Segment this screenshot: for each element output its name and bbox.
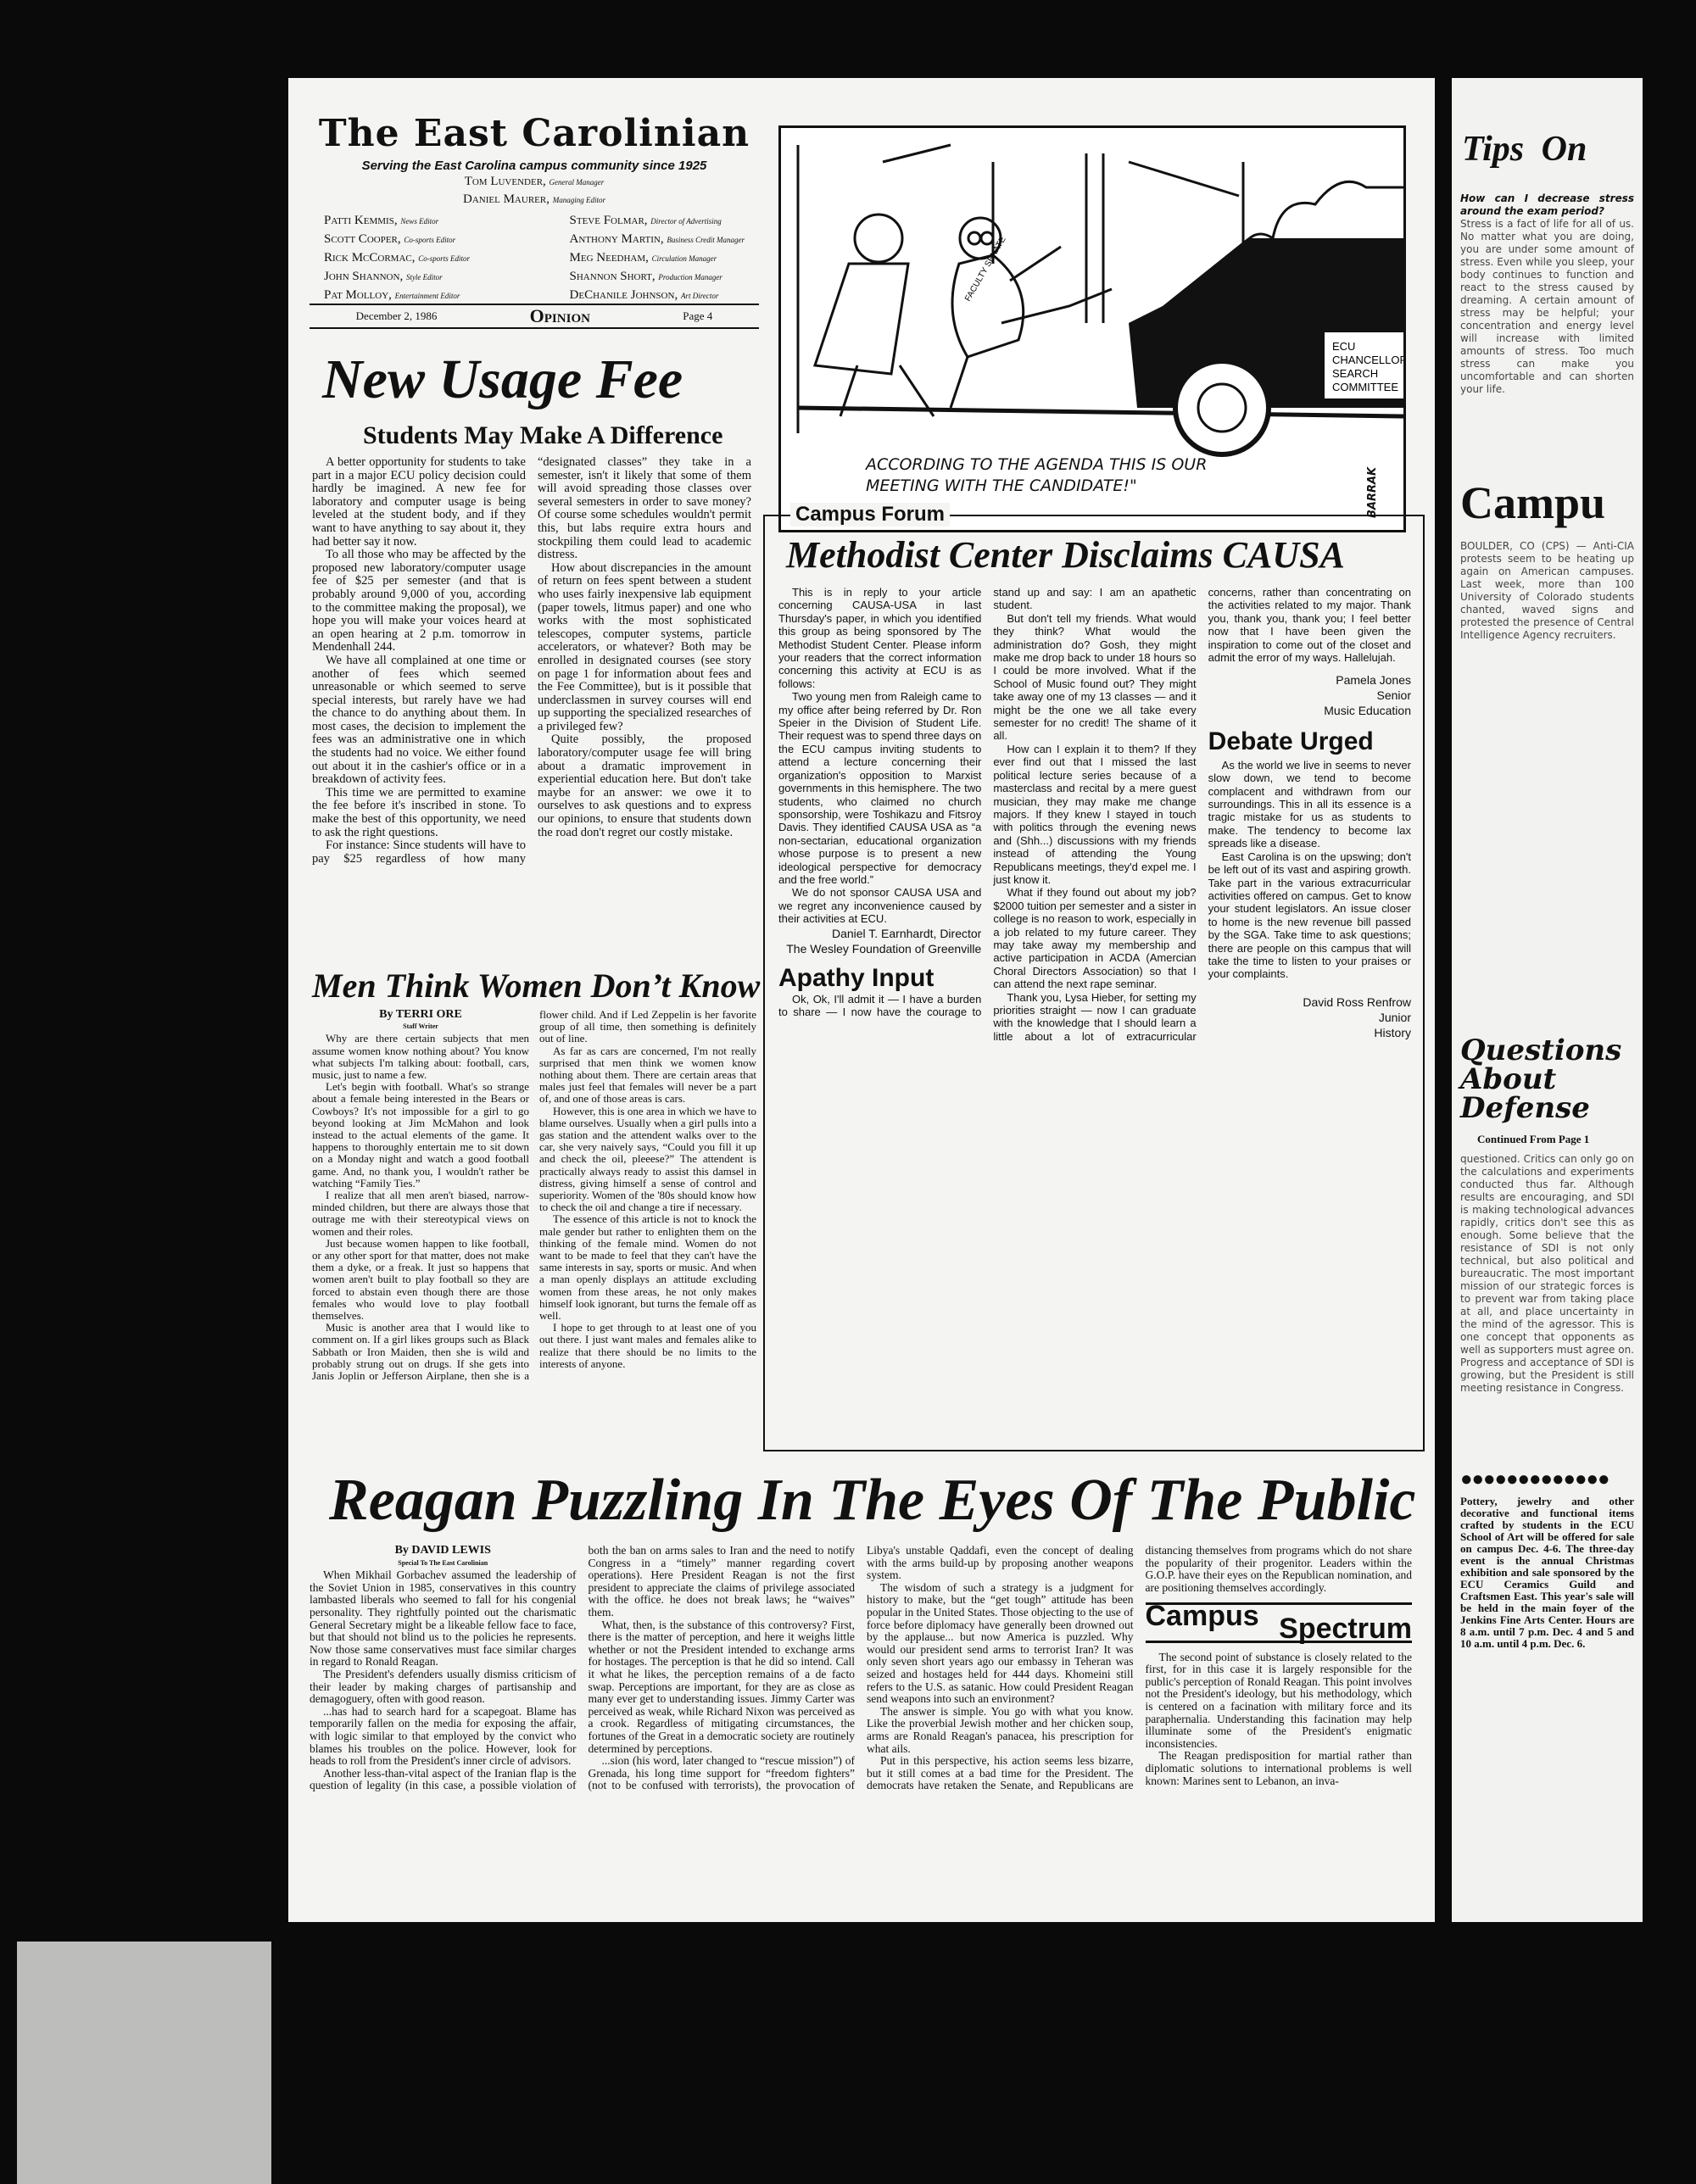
- paragraph: When Mikhail Gorbachev assumed the leadership of the Soviet Union in 1985, conservatives in this country lambasted liberals who seemed to fall for his congenial personality. They rightfully pointed out the charismatic General Secretary might be a likeable fellow face to face, but that should not blind us to the policies he represents. Now those same conservatives must face similar charges in regard to Ronald Reagan.: [310, 1568, 577, 1669]
- staff-role: News Editor: [400, 217, 439, 226]
- debate-headline: Debate Urged: [1208, 727, 1374, 756]
- right-staff: [570, 212, 745, 305]
- adjacent-page: [1452, 78, 1685, 1922]
- paragraph: How about discrepancies in the amount of return on fees spent between a student who uses fairly inexpensive lab equipment (paper towels, litmus paper) and one who works with the most sophisticated telescopes, computer systems, particle accelerators, or whatever? Both may be enrolled in designated courses (see story on page 1 for information about fees and the Fee Committee), but is it possible that underclassmen in survey courses will end up supporting the specialized researches of a privileged few?: [538, 560, 751, 733]
- campus-forum-box: [763, 503, 1425, 1451]
- apathy-headline: Apathy Input: [778, 963, 934, 992]
- cartoon-sign-text: ECU CHANCELLOR SEARCH COMMITTEE: [1332, 340, 1403, 393]
- staff-entry: Rick McCormac, Co-sports Editor: [324, 251, 470, 265]
- paragraph: The President's defenders usually dismiss criticism of their leader by making charges of partisanship and demagoguery, often with good reason.: [310, 1667, 577, 1706]
- staff-entry: Pat Molloy, Entertainment Editor: [324, 288, 460, 302]
- paragraph: The wisdom of such a strategy is a judgment for history to make, but the “get tough” attitude has been popular in the United States. Those objecting to the use of force before diplomacy have generally been drowned out by the applause... but now America is puzzled. Why would our president send arms to terrorist Iran? It was only seven short years ago our embassy in Teheran was seized and hostages held for 444 days. Khomeini still refers to the U.S. as satanic. How could President Reagan send weapons into such an environment?: [867, 1580, 1134, 1706]
- masthead: [314, 112, 755, 305]
- signature-line: Senior: [1376, 688, 1411, 703]
- campus-spectrum-header: [1145, 1600, 1413, 1645]
- campus-body: BOULDER, CO (CPS) — Anti-CIA protests seem to be heating up again on American campuses. Last week, more than 100 University of Colorado students chanted, waved signs and protested the presence of Central Intelligence Agency recruiters.: [1460, 540, 1634, 641]
- defense-headline: Questions About Defense: [1460, 1034, 1622, 1125]
- paragraph: As the world we live in seems to never slow down, we tend to become complacent and withdrawn from our surroundings. This in all its essence is a tragic mistake for us as students to make. The tendency to become lax spreads like a disease.: [1208, 758, 1411, 850]
- staff-name: Meg Needham: [569, 251, 646, 265]
- paragraph: The Reagan predisposition for martial rather than diplomatic solutions to international problems is well known: Marines sent to Lebanon, an inva-: [1145, 1749, 1412, 1787]
- staff-entry: Meg Needham, Circulation Manager: [569, 251, 717, 265]
- signature-line: History: [1374, 1025, 1411, 1039]
- paragraph: ...has had to search hard for a scapegoat. Blame has temporarily fallen on the media for exposing the affair, with logic similar to that employed by the convict who blames his troubles on the police. However, look for heads to roll from the President's inner circle of advisors.: [310, 1704, 577, 1768]
- staff-name: Daniel Maurer: [463, 192, 547, 206]
- letter-signature: [1208, 672, 1411, 718]
- paragraph: We do not sponsor CAUSA USA and we regret any inconvenience caused by their activities at ECU.: [778, 886, 982, 926]
- paragraph: ...sion (his word, later changed to “rescue mission”) of Grenada, his long time support for “freedom fighters” (not to be confused with terrorists), the provocation of Libya's unstable Qaddafi, even the concept of dealing with the arms build-up by proposing another weapons system.: [588, 1544, 1134, 1792]
- campus-forum-label: Campus Forum: [790, 503, 950, 526]
- top-staff: [314, 173, 755, 209]
- tips-question: How can I decrease stress around the exam period?: [1460, 192, 1634, 217]
- staff-name: Anthony Martin: [569, 232, 661, 246]
- paragraph: I hope to get through to at least one of you out there. I just want males and females alike to realize that there should be no limits to the interests of anyone.: [539, 1321, 756, 1370]
- signature-line: David Ross Renfrow: [1303, 994, 1411, 1009]
- letter-signature: Daniel T. Earnhardt, Director The Wesley Foundation of Greenville: [786, 926, 982, 956]
- staff-role: Style Editor: [405, 273, 443, 281]
- newspaper-page: [288, 78, 1435, 1922]
- campus-headline: Campu: [1460, 477, 1606, 528]
- dateline: [310, 304, 759, 329]
- paragraph: East Carolina is on the upswing; don't be left out of its vast and aspiring growth. Take part in the various extracurricular activities offered on campus. Get to know your student legislators. An issue closer to home is the new revenue bill passed by the SGA. Take time to ask questions; there are people on this campus that will take the time to listen to your praises or your complaints.: [1208, 850, 1411, 981]
- tips-body: Stress is a fact of life for all of us. No matter what you are doing, you are under some amount of stress. Even while you sleep, your body continues to function and react to the stress caused by dreaming. A certain amount of stress may be helpful; your concentration and energy level will increase with limited amounts of stress. Too much stress can make you uncomfortable and can shorten your life.: [1460, 218, 1634, 395]
- staff-entry: Patti Kemmis, News Editor: [324, 214, 439, 227]
- staff-name: Scott Cooper: [324, 232, 398, 246]
- byline-name: By DAVID LEWIS: [394, 1544, 491, 1557]
- left-staff: [324, 212, 470, 305]
- paragraph: A better opportunity for students to take part in a major ECU policy decision could hardly be imagined. A new fee for laboratory and computer usage is being leveled at the student body, and if they want to have anything to say about it, they had better say it now.: [312, 455, 526, 549]
- staff-role: Business Credit Manager: [667, 236, 745, 244]
- staff-entry: Anthony Martin, Business Credit Manager: [569, 232, 745, 246]
- staff-name: Patti Kemmis: [324, 214, 394, 227]
- paragraph: Two young men from Raleigh came to my office after being referred by Dr. Ron Speier in the Division of Student Life. Their request was to spend three days on the ECU campus inviting students to attend a lecture concerning their organization's opposition to Marxist governments in this hemisphere. The two students, who claimed no church sponsorship, were Toshikazu and Fitsroy Davis. They identified CAUSA USA as “a non-sectarian, educational organization whose purpose is to present a new ideological perspective for democracy and the free world.”: [778, 690, 982, 886]
- paragraph: We have all complained at one time or another of fees which seemed unreasonable or which seemed to serve special interests, but rarely have we had the chance to do anything about them. In most cases, the decision to implement the fees was an administrative one in which the students had no voice. We either found out about it in the cashier's office or in a breakdown of activity fees.: [312, 653, 526, 787]
- staff-name: Tom Luvender: [464, 175, 544, 188]
- cartoonist-signature: BARRAK: [1366, 466, 1379, 518]
- paragraph: Music is another area that I would like to comment on. If a girl likes groups such as Black Sabbath or Iron Maiden, then she is wild and probably strung out on drugs. If she gets into Janis Joplin or Jefferson Airplane, then she is a flower child. And if Led Zeppelin is her favorite group of all time, then something is definitely out of line.: [312, 1008, 756, 1383]
- paragraph: Another less-than-vital aspect of the Iranian flap is the question of legality (in this case, a possible violation of both the ban on arms sales to Iran and the need to notify Congress in a “timely” manner regarding covert operations). Here President Reagan is not the first president to appreciate the claims of privilege associated with the office. he does not break laws; he “waives” them.: [310, 1544, 855, 1792]
- paragraph: The answer is simple. You go with what you know. Like the proverbial Jewish mother and her chicken soup, arms are Ronald Reagan's panacea, his prescription for what ails.: [867, 1704, 1134, 1755]
- editorial-body: [312, 456, 751, 961]
- staff-entry: Shannon Short, Production Manager: [569, 270, 722, 283]
- section-name: Opinion: [529, 305, 590, 326]
- staff-entry: DeChanile Johnson, Art Director: [569, 288, 719, 302]
- paragraph: But don't tell my friends. What would they think? What would the administration do? Gosh, they might make me drop back to under 18 hours so I could be more involved. What if the School of Music found out? They might take away one of my 13 classes — and it might be the one we all take every semester for no credit! The shame of it all.: [993, 611, 1197, 743]
- paragraph: What, then, is the substance of this controversy? First, there is the matter of perception, and here it weighs little whether or not the President intended to exchange arms for hostages. The perception is that he did so intend. Call it what he likes, the perception remains of a de facto swap. Perceptions are important, for they are as close as many ever get to understanding issues. Jimmy Carter was perceived as weak, while Richard Nixon was perceived as a crook. Regardless of mitigating circumstances, the fortunes of the Great in a democratic society are routinely determined by perceptions.: [588, 1618, 855, 1755]
- staff-role: General Manager: [549, 178, 605, 187]
- men-article-headline: Men Think Women Don’t Know: [312, 967, 761, 1005]
- staff-role: Entertainment Editor: [394, 292, 460, 300]
- editorial-subhead: Students May Make A Difference: [363, 421, 723, 449]
- tips-headline: Tips On: [1462, 130, 1587, 169]
- staff-role: Circulation Manager: [651, 254, 717, 263]
- byline-name: By TERRI ORE: [379, 1008, 462, 1021]
- byline-role: Special To The East Carolinian: [398, 1558, 488, 1567]
- staff-role: Art Director: [680, 292, 719, 300]
- staff-role: Production Manager: [658, 273, 722, 281]
- staff-entry: Tom Luvender, General Manager: [464, 175, 605, 188]
- dot-divider: ●●●●●●●●●●●●●: [1460, 1468, 1610, 1490]
- page-number: Page 4: [683, 309, 713, 322]
- paragraph: I realize that all men aren't biased, narrow-minded children, but there are always those that outrage me with their stereotypical views on women and their roles.: [312, 1189, 529, 1238]
- men-article-body: [312, 1009, 756, 1458]
- byline: [312, 1009, 529, 1033]
- paragraph: How can I explain it to them? If they ever find out that I missed the last political lecture series because of a masterclass and recital by a mere guest musician, they may make me change majors. If they knew I stayed in touch with politics through the evening news and (Shh...) discussions with my friends instead of attending the Young Republicans meetings, they'd expel me. I just know it.: [993, 742, 1197, 886]
- paragraph: Ok, Ok, I'll admit it — I have a burden to share — I now have the courage to stand up and say: I am an apathetic student.: [778, 586, 1197, 1019]
- paragraph: The second point of substance is closely related to the first, for in this case it is largely responsible for the public's perception of Ronald Reagan. This point involves not the President's ideology, but his methodology, which is centered on a facination with military force and its paraphernalia. Understanding this facination may help illuminate some of the President's enigmatic inconsistencies.: [1145, 1650, 1412, 1750]
- paragraph: Quite possibly, the proposed laboratory/computer usage fee will bring about a dramatic improvement in experiential education here. But don't take maybe for an answer: we owe it to ourselves to ask questions and to express our opinions, to ensure that students down the road don't regret our costly mistake.: [538, 733, 751, 839]
- reagan-headline: Reagan Puzzling In The Eyes Of The Public: [329, 1468, 1416, 1533]
- signature-line: Junior: [1378, 1010, 1411, 1024]
- staff-name: Pat Molloy: [324, 288, 389, 302]
- staff-entry: Daniel Maurer, Managing Editor: [463, 192, 605, 206]
- cartoon-caption: ACCORDING TO THE AGENDA THIS IS OUR MEETING WITH THE CANDIDATE!": [866, 455, 1208, 495]
- paragraph: Just because women happen to like football, or any other sport for that matter, does not make them a dyke, or a freak. It just so happens that women aren't built to play football so they are forced to abstain even though there are those females who would love to play football themselves.: [312, 1236, 529, 1323]
- letter-signature: [1208, 994, 1411, 1040]
- faculty-senate-label: FACULTY SENATE: [963, 235, 1008, 304]
- issue-date: December 2, 1986: [355, 309, 438, 322]
- reagan-body: [310, 1545, 1412, 1916]
- editorial-headline: New Usage Fee: [322, 348, 683, 410]
- forum-letters: [778, 586, 1411, 1442]
- paragraph: To all those who may be affected by the proposed new laboratory/computer usage fee of $25 per semester (and that is probably around 9,000 of you, according to the committee making the proposal), we hope you will make your voices heard at an open hearing at 2 p.m. tomorrow in Mendenhall 244.: [312, 548, 526, 655]
- tagline: Serving the East Carolina campus community since 1925: [361, 159, 707, 173]
- paragraph: The essence of this article is not to knock the male gender but rather to enlighten them on the thinking of the female mind. Women do not want to be made to feel that they can't have the same interests in say, sports or music. And when a man openly displays an attitude excluding women from these areas, he not only makes himself look ignorant, but turns the female off as well.: [539, 1212, 756, 1323]
- staff-role: Director of Advertising: [650, 217, 722, 226]
- byline: [310, 1545, 577, 1569]
- continued-note: Continued From Page 1: [1477, 1133, 1590, 1145]
- staff-role: Managing Editor: [552, 196, 605, 204]
- staff-name: Rick McCormac: [324, 251, 412, 265]
- staff-role: Co-sports Editor: [418, 254, 470, 263]
- staff-entry: Scott Cooper, Co-sports Editor: [324, 232, 456, 246]
- editorial-cartoon: [778, 125, 1406, 532]
- paragraph: This is in reply to your article concerning CAUSA-USA in last Thursday's paper, in which you identified this group as being sponsored by The Methodist Student Center. Please inform your readers that the correct information concerning this activity at ECU is as follows:: [778, 586, 982, 690]
- paragraph: As far as cars are concerned, I'm not really surprised that men think we women know nothing about them. There are certain areas that males just feel that females will never be a part of, and one of those areas is cars.: [539, 1044, 756, 1106]
- paragraph: Let's begin with football. What's so strange about a female being interested in the Bears or Cowboys? It's not impossible for a girl to go beyond looking at Jim McMahon and look instead to the actual elements of the game. It happens to thoroughly entertain me to sit down on a Monday night and watch a good football game. And, no thank you, I wouldn't rather be watching “Family Ties.”: [312, 1080, 529, 1190]
- scan-margin-strip: [17, 1942, 271, 2184]
- art-sale-notice: Pottery, jewelry and other decorative and functional items crafted by students in the ECU School of Art will be offered for sale on campus Dec. 4-6. The three-day event is the annual Christmas exhibition and sale sponsored by the ECU Ceramics Guild and Craftsmen East. This year's sale will be held in the main foyer of the Jenkins Fine Arts Center. Hours are 8 a.m. until 7 p.m. Dec. 4 and 5 and 10 a.m. until 4 p.m. Dec. 6.: [1460, 1495, 1634, 1650]
- paragraph: What if they found out about my job? $2000 tuition per semester and a sister in college is no reason to work, especially in a job related to my future career. They may take away my membership and active participation in ACDA (Amercian Choral Directors Association) so that I can attend the next rape seminar.: [993, 886, 1197, 991]
- paragraph: This time we are permitted to examine the fee before it's inscribed in stone. To make the best of this opportunity, we need to ask the right questions.: [312, 785, 526, 839]
- defense-body: questioned. Critics can only go on the calculations and experiments conducted thus far. Although results are encouraging, and SDI is making technological advances rapidly, critics don't see this as enough. Some believe that the resistance of SDI is not only technical, but also political and bureaucratic. The most important mission of our strategic forces is to prevent war from taking place at all, and place uncertainty in the mind of the agressor. This is one concept that opponents as well as supporters must agree on. Progress and acceptance of SDI is growing, but the President is still meeting resistance in Congress.: [1460, 1153, 1634, 1394]
- methodist-headline: Methodist Center Disclaims CAUSA: [786, 534, 1345, 576]
- staff-entry: Steve Folmar, Director of Advertising: [569, 214, 722, 227]
- staff-name: DeChanile Johnson: [569, 288, 675, 302]
- signature-line: Pamela Jones: [1336, 673, 1411, 688]
- staff-name: Steve Folmar: [569, 214, 644, 227]
- paragraph: However, this is one area in which we have to blame ourselves. Usually when a girl pulls into a gas station and the attendent walks over to the car, she very naively says, “Could you fill it up and check the oil, pleeese?” The attendent is practically always ready to assist this damsel in distress, giving himself a sense of control and superiority. Women of the '80s should know how to check the oil and change a tire if necessary.: [539, 1104, 756, 1214]
- paragraph: Thank you, Lysa Hieber, for setting my priorities straight — now I can graduate with the knowledge that I should learn a little about a lot of extracurricular concerns, rather than concentrating on the activities related to my major. Thank you, thank you, thank you; I feel better now that I have been given the inspiration to come out of the closet and admit the error of my ways. Hallelujah.: [993, 586, 1411, 1043]
- paragraph: Put in this perspective, his action seems less bizarre, but it still comes at a bad time for the President. The democrats have retaken the Senate, and Republicans are distancing themselves from programs which do not share the popularity of their progenitor. Leaders within the G.O.P. have their eyes on the Republican nomination, and are positioning themselves accordingly.: [867, 1544, 1412, 1792]
- paragraph: Why are there certain subjects that men assume women know nothing about? You know what subjects I'm talking about: football, cars, music, just to name a few.: [312, 1032, 529, 1082]
- newspaper-flag: The East Carolinian: [318, 112, 750, 155]
- scan-edge: [1643, 78, 1685, 1922]
- spectrum-word-2: Spectrum: [1279, 1612, 1412, 1645]
- signature-line: Music Education: [1324, 704, 1411, 718]
- paragraph: For instance: Since students will have to pay $25 regardless of how many “designated classes” they take in a semester, isn't it likely that some of them will avoid spreading those classes over several semesters in order to save money? Of course some schedules wouldn't permit this, but labs require extra hours and stockpiling them could lead to academic distress.: [312, 455, 751, 866]
- staff-name: Shannon Short: [569, 270, 652, 283]
- spectrum-word-1: Campus: [1145, 1600, 1259, 1633]
- byline-role: Staff Writer: [403, 1022, 438, 1031]
- staff-entry: John Shannon, Style Editor: [324, 270, 443, 283]
- staff-role: Co-sports Editor: [404, 236, 456, 244]
- staff-name: John Shannon: [324, 270, 400, 283]
